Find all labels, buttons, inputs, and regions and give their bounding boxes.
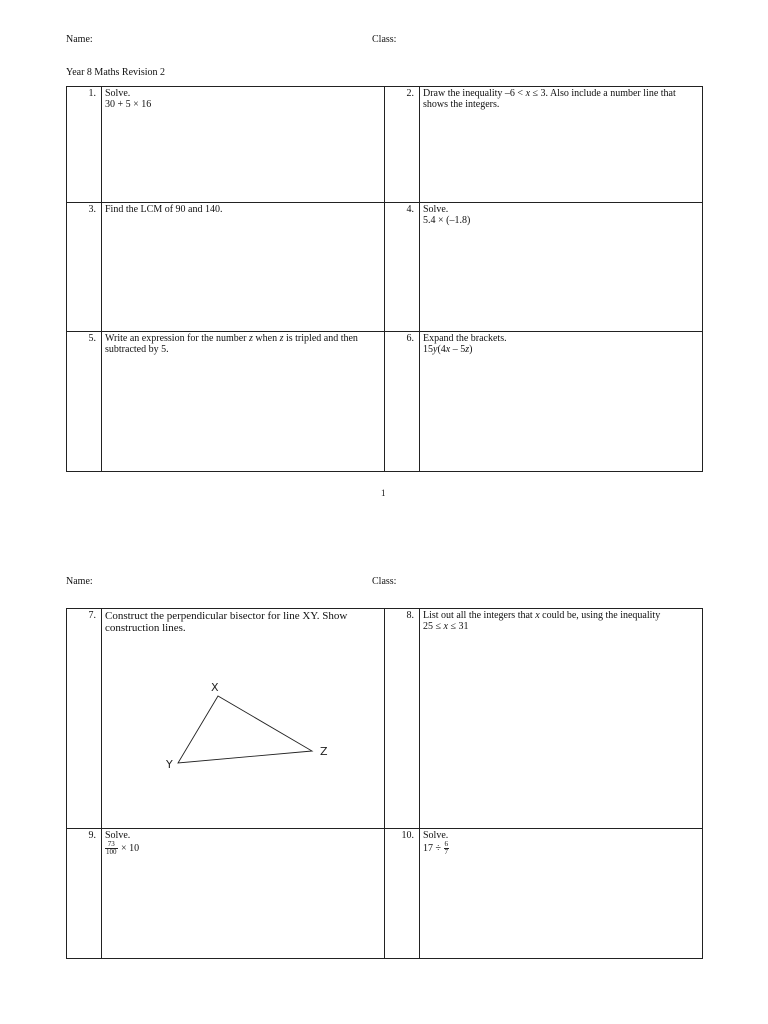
question-text [423,610,699,621]
variable: x [445,344,451,355]
question-expression [423,344,699,355]
question-instruction: Expand the brackets. [423,333,507,344]
triangle-xyz-diagram [105,634,375,779]
vertex-y-label: Y [166,758,173,771]
question-number: 1. [67,87,102,203]
question-instruction: Find the LCM of 90 and 140. [105,204,223,215]
question-number: 6. [385,332,420,472]
question-instruction: Solve. [105,88,131,99]
question-5 [102,332,385,472]
question-instruction: Construct the perpendicular bisector for line XY. Show construction lines. [105,610,348,634]
expr-part: × 10 [118,842,140,854]
question-expression [105,841,381,856]
question-table-page-1 [66,86,703,472]
expr-part: 25 ≤ [423,621,444,632]
question-instruction: Solve. [423,204,449,215]
variable: x [525,88,531,99]
question-7 [102,609,385,829]
question-3 [102,203,385,332]
question-4 [420,203,703,332]
question-8 [420,609,703,829]
question-2 [420,87,703,203]
worksheet-title: Year 8 Maths Revision 2 [66,67,165,78]
question-6 [420,332,703,472]
question-number: 2. [385,87,420,203]
triangle-shape [178,696,312,763]
question-number: 3. [67,203,102,332]
question-expression: 30 + 5 × 16 [105,99,152,110]
variable: z [279,333,284,344]
page-number: 1 [381,488,386,498]
class-label: Class: [372,34,397,45]
question-number: 7. [67,609,102,829]
fraction-numerator: 73 [105,841,118,849]
question-number: 10. [385,829,420,959]
expr-part: ) [469,344,473,355]
question-instruction: Solve. [423,830,449,841]
fraction [444,841,450,856]
name-label: Name: [66,576,93,587]
question-10 [420,829,703,959]
question-text-part: could be, using the inequality [539,610,661,621]
expr-part: (4 [437,344,446,355]
question-9 [102,829,385,959]
question-number: 5. [67,332,102,472]
question-text: Draw the inequality –6 < [423,88,526,99]
fraction-numerator: 6 [444,840,448,848]
variable: y [433,344,438,355]
question-expression: 5.4 × (–1.8) [423,215,471,226]
question-number: 4. [385,203,420,332]
question-table-page-2 [66,608,703,959]
variable: z [249,333,253,344]
question-inequality [423,621,699,632]
fraction-denominator: 7 [444,848,448,856]
expr-part: ≤ 31 [447,621,469,632]
question-text-part: List out all the integers that [423,610,536,621]
expr-part: – 5 [450,344,466,355]
variable: z [465,344,470,355]
name-label: Name: [66,34,93,45]
question-expression [423,841,699,856]
variable: x [443,621,448,632]
question-number: 9. [67,829,102,959]
question-text: when [252,333,280,344]
expr-part: 15 [423,344,433,355]
variable: x [535,610,540,621]
question-instruction: Solve. [105,830,131,841]
vertex-x-label: X [211,681,219,694]
question-number: 8. [385,609,420,829]
question-text: Write an expression for the number [105,333,249,344]
vertex-z-label: Z [320,745,328,758]
expr-part: 17 ÷ [423,842,444,854]
fraction-denominator: 100 [106,848,117,856]
question-text: is tripled and then subtracted by 5. [105,333,358,355]
fraction [105,841,118,856]
class-label: Class: [372,576,397,587]
question-text: ≤ 3. Also include a number line that shows the integers. [423,88,676,110]
question-1 [102,87,385,203]
